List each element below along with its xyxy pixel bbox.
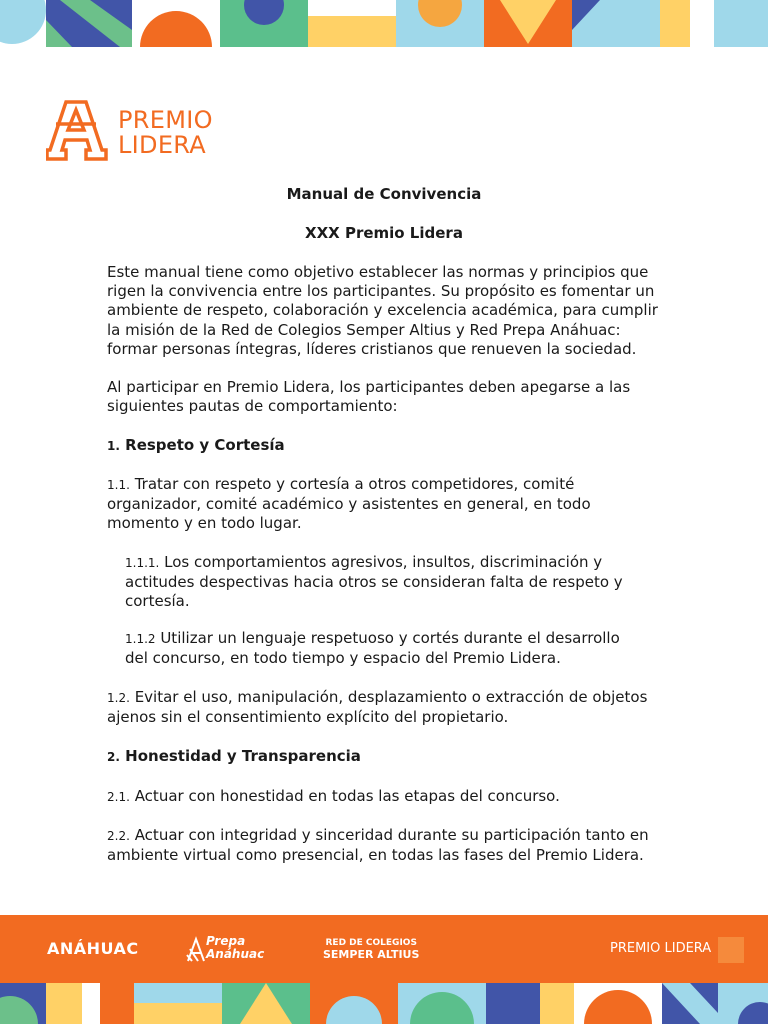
clause-1-2-text: Evitar el uso, manipulación, desplazamiento o extracción de objetos ajenos sin el consentimiento explícito del propietario. <box>107 688 648 727</box>
clause-2-2-number: 2.2. <box>107 829 130 843</box>
logo-line-1: PREMIO <box>118 106 213 134</box>
clause-2-1-number: 2.1. <box>107 790 130 804</box>
document-title: Manual de Convivencia <box>286 185 482 203</box>
clause-1-1-number: 1.1. <box>107 478 130 492</box>
clause-2-2 <box>107 826 662 865</box>
footer-prepa-logo <box>206 935 264 961</box>
clause-1-1-2-number: 1.1.2 <box>125 632 156 646</box>
top-decorative-band <box>0 0 768 47</box>
clause-1-1-text: Tratar con respeto y cortesía a otros competidores, comité organizador, comité académico y asistentes en general, en todo momento y en todo lugar. <box>107 475 591 533</box>
section-2-heading <box>107 747 662 767</box>
intro-paragraph-2: Al participar en Premio Lidera, los participantes deben apegarse a las siguientes pautas de comportamiento: <box>107 378 631 416</box>
clause-1-1-1 <box>125 553 645 612</box>
clause-1-1-1-number: 1.1.1. <box>125 556 160 570</box>
footer-anahuac-logo: ANÁHUAC <box>47 939 139 958</box>
logo-line-2: LIDERA <box>118 131 207 159</box>
footer-red-line-1: RED DE COLEGIOS <box>325 938 417 948</box>
document-subtitle: XXX Premio Lidera <box>305 224 463 242</box>
anahuac-a-logo-icon <box>46 100 108 162</box>
section-2-title: Honestidad y Transparencia <box>125 747 361 765</box>
clause-2-1 <box>107 787 662 807</box>
footer-semper-altius-logo <box>323 938 419 960</box>
section-1-title: Respeto y Cortesía <box>125 436 285 454</box>
clause-1-2-number: 1.2. <box>107 691 130 705</box>
clause-1-1-2 <box>125 629 645 668</box>
section-1-number: 1. <box>107 439 120 453</box>
footer-prepa-line-1: Prepa <box>206 934 246 948</box>
footer-red-line-2: SEMPER ALTIUS <box>323 948 420 961</box>
clause-2-2-text: Actuar con integridad y sinceridad durante su participación tanto en ambiente virtual como presencial, en todas las fases del Premio Lidera. <box>107 826 649 865</box>
section-1-heading <box>107 436 662 456</box>
intro-paragraph: Este manual tiene como objetivo establecer las normas y principios que rigen la convivencia entre los participantes. Su propósito es fomentar un ambiente de respeto, colaboración y excelencia académica, para cumplir la misión de la Red de Colegios Semper Altius y Red Prepa Anáhuac: formar personas íntegras, líderes cristianos que renueven la sociedad. <box>107 263 658 358</box>
clause-1-1 <box>107 475 662 534</box>
footer-prepa-line-2: Anáhuac <box>206 947 265 961</box>
footer-premio-lidera: PREMIO LIDERA <box>610 941 712 956</box>
section-2-number: 2. <box>107 750 120 764</box>
clause-1-2 <box>107 688 662 727</box>
clause-1-1-2-text: Utilizar un lenguaje respetuoso y cortés durante el desarrollo del concurso, en todo tiempo y espacio del Premio Lidera. <box>125 629 620 668</box>
logo-wordmark <box>118 108 213 158</box>
premio-lidera-logo <box>46 100 226 162</box>
clause-2-1-text: Actuar con honestidad en todas las etapas del concurso. <box>134 787 560 805</box>
footer-bar <box>0 915 768 983</box>
bottom-decorative-band <box>0 983 768 1024</box>
clause-1-1-1-text: Los comportamientos agresivos, insultos, discriminación y actitudes despectivas hacia otros se consideran falta de respeto y cortesía. <box>125 553 623 611</box>
footer-square-accent <box>718 937 744 963</box>
